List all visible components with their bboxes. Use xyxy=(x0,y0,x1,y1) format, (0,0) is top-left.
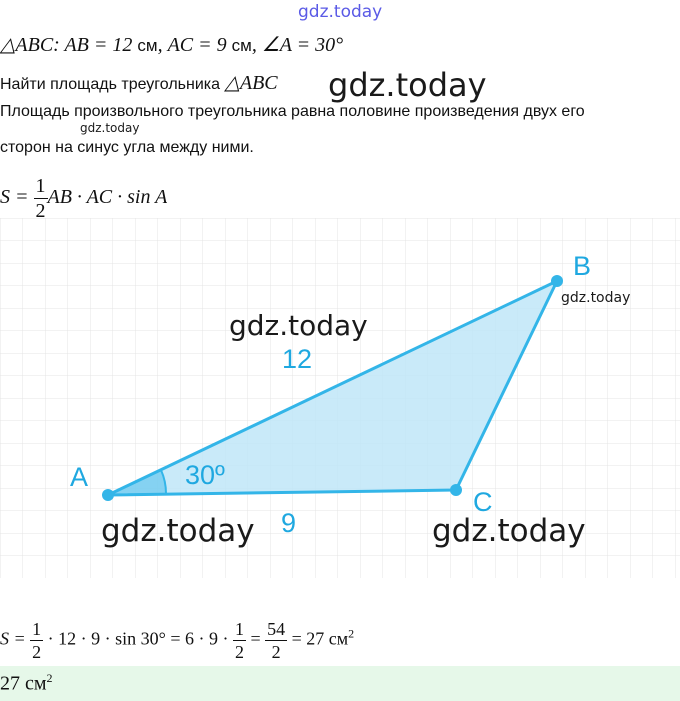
formula-frac-num: 1 xyxy=(35,176,46,197)
watermark-large-title: gdz.today xyxy=(328,66,487,104)
calc-f2-den: 2 xyxy=(234,642,244,662)
explanation-line-2: сторон на синус угла между ними. xyxy=(0,139,254,156)
calc-fraction-2 xyxy=(233,620,246,661)
angle-label: 30º xyxy=(185,460,225,490)
formula-lhs: S = xyxy=(0,186,34,209)
calculation-line xyxy=(0,620,354,666)
calc-eq: = xyxy=(245,628,266,649)
task-prefix: Найти площадь треугольника xyxy=(0,76,225,93)
vertex-a-label: A xyxy=(70,462,89,492)
side-ab-label: 12 xyxy=(282,344,313,374)
triangle-figure xyxy=(0,218,680,578)
watermark-figure-b: gdz.today xyxy=(561,290,631,306)
calc-s: S = xyxy=(0,628,31,649)
calc-f3-num: 54 xyxy=(267,620,286,639)
answer-sup: 2 xyxy=(46,671,53,685)
watermark-top: gdz.today xyxy=(298,2,383,22)
watermark-figure-a: gdz.today xyxy=(101,513,255,549)
answer-box xyxy=(0,666,680,701)
calc-part-1: · 12 · 9 · sin 30° = 6 · 9 · xyxy=(43,628,233,649)
calc-fraction-1 xyxy=(30,620,43,661)
given-ab: : AB = 12 xyxy=(53,34,138,56)
explanation-line-1: Площадь произвольного треугольника равна половине произведения двух его xyxy=(0,103,585,120)
given-triangle: △ABC xyxy=(0,34,54,56)
given-line xyxy=(0,32,343,57)
given-ac: , AC = 9 xyxy=(157,34,232,56)
calc-result: = 27 см xyxy=(287,628,349,649)
vertex-a-point xyxy=(102,489,114,501)
calc-result-sup: 2 xyxy=(348,626,355,641)
formula-fraction xyxy=(34,176,48,218)
given-angle: , ∠A = 30° xyxy=(251,34,344,56)
vertex-c-point xyxy=(450,484,462,496)
watermark-figure-c: gdz.today xyxy=(432,513,586,549)
calc-f1-num: 1 xyxy=(32,620,42,639)
given-unit-2: см xyxy=(231,36,252,55)
watermark-small: gdz.today xyxy=(80,121,140,135)
formula-rhs: AB · AC · sin A xyxy=(47,186,168,209)
task-triangle: △ABC xyxy=(224,72,278,94)
watermark-figure-top: gdz.today xyxy=(229,309,368,342)
answer-text: 27 см xyxy=(0,672,47,695)
formula-frac-den: 2 xyxy=(35,200,46,218)
side-ac-label: 9 xyxy=(281,508,297,538)
vertex-b-label: B xyxy=(573,251,592,281)
given-unit-1: см xyxy=(137,36,158,55)
task-line xyxy=(0,70,278,95)
answer-value xyxy=(0,671,53,696)
vertex-b-point xyxy=(551,275,563,287)
area-formula xyxy=(0,176,167,218)
calc-f2-num: 1 xyxy=(234,620,244,639)
vertex-c-label: C xyxy=(473,487,493,517)
calc-f1-den: 2 xyxy=(32,642,42,662)
calc-f3-den: 2 xyxy=(271,642,281,662)
calc-fraction-3 xyxy=(265,620,287,661)
